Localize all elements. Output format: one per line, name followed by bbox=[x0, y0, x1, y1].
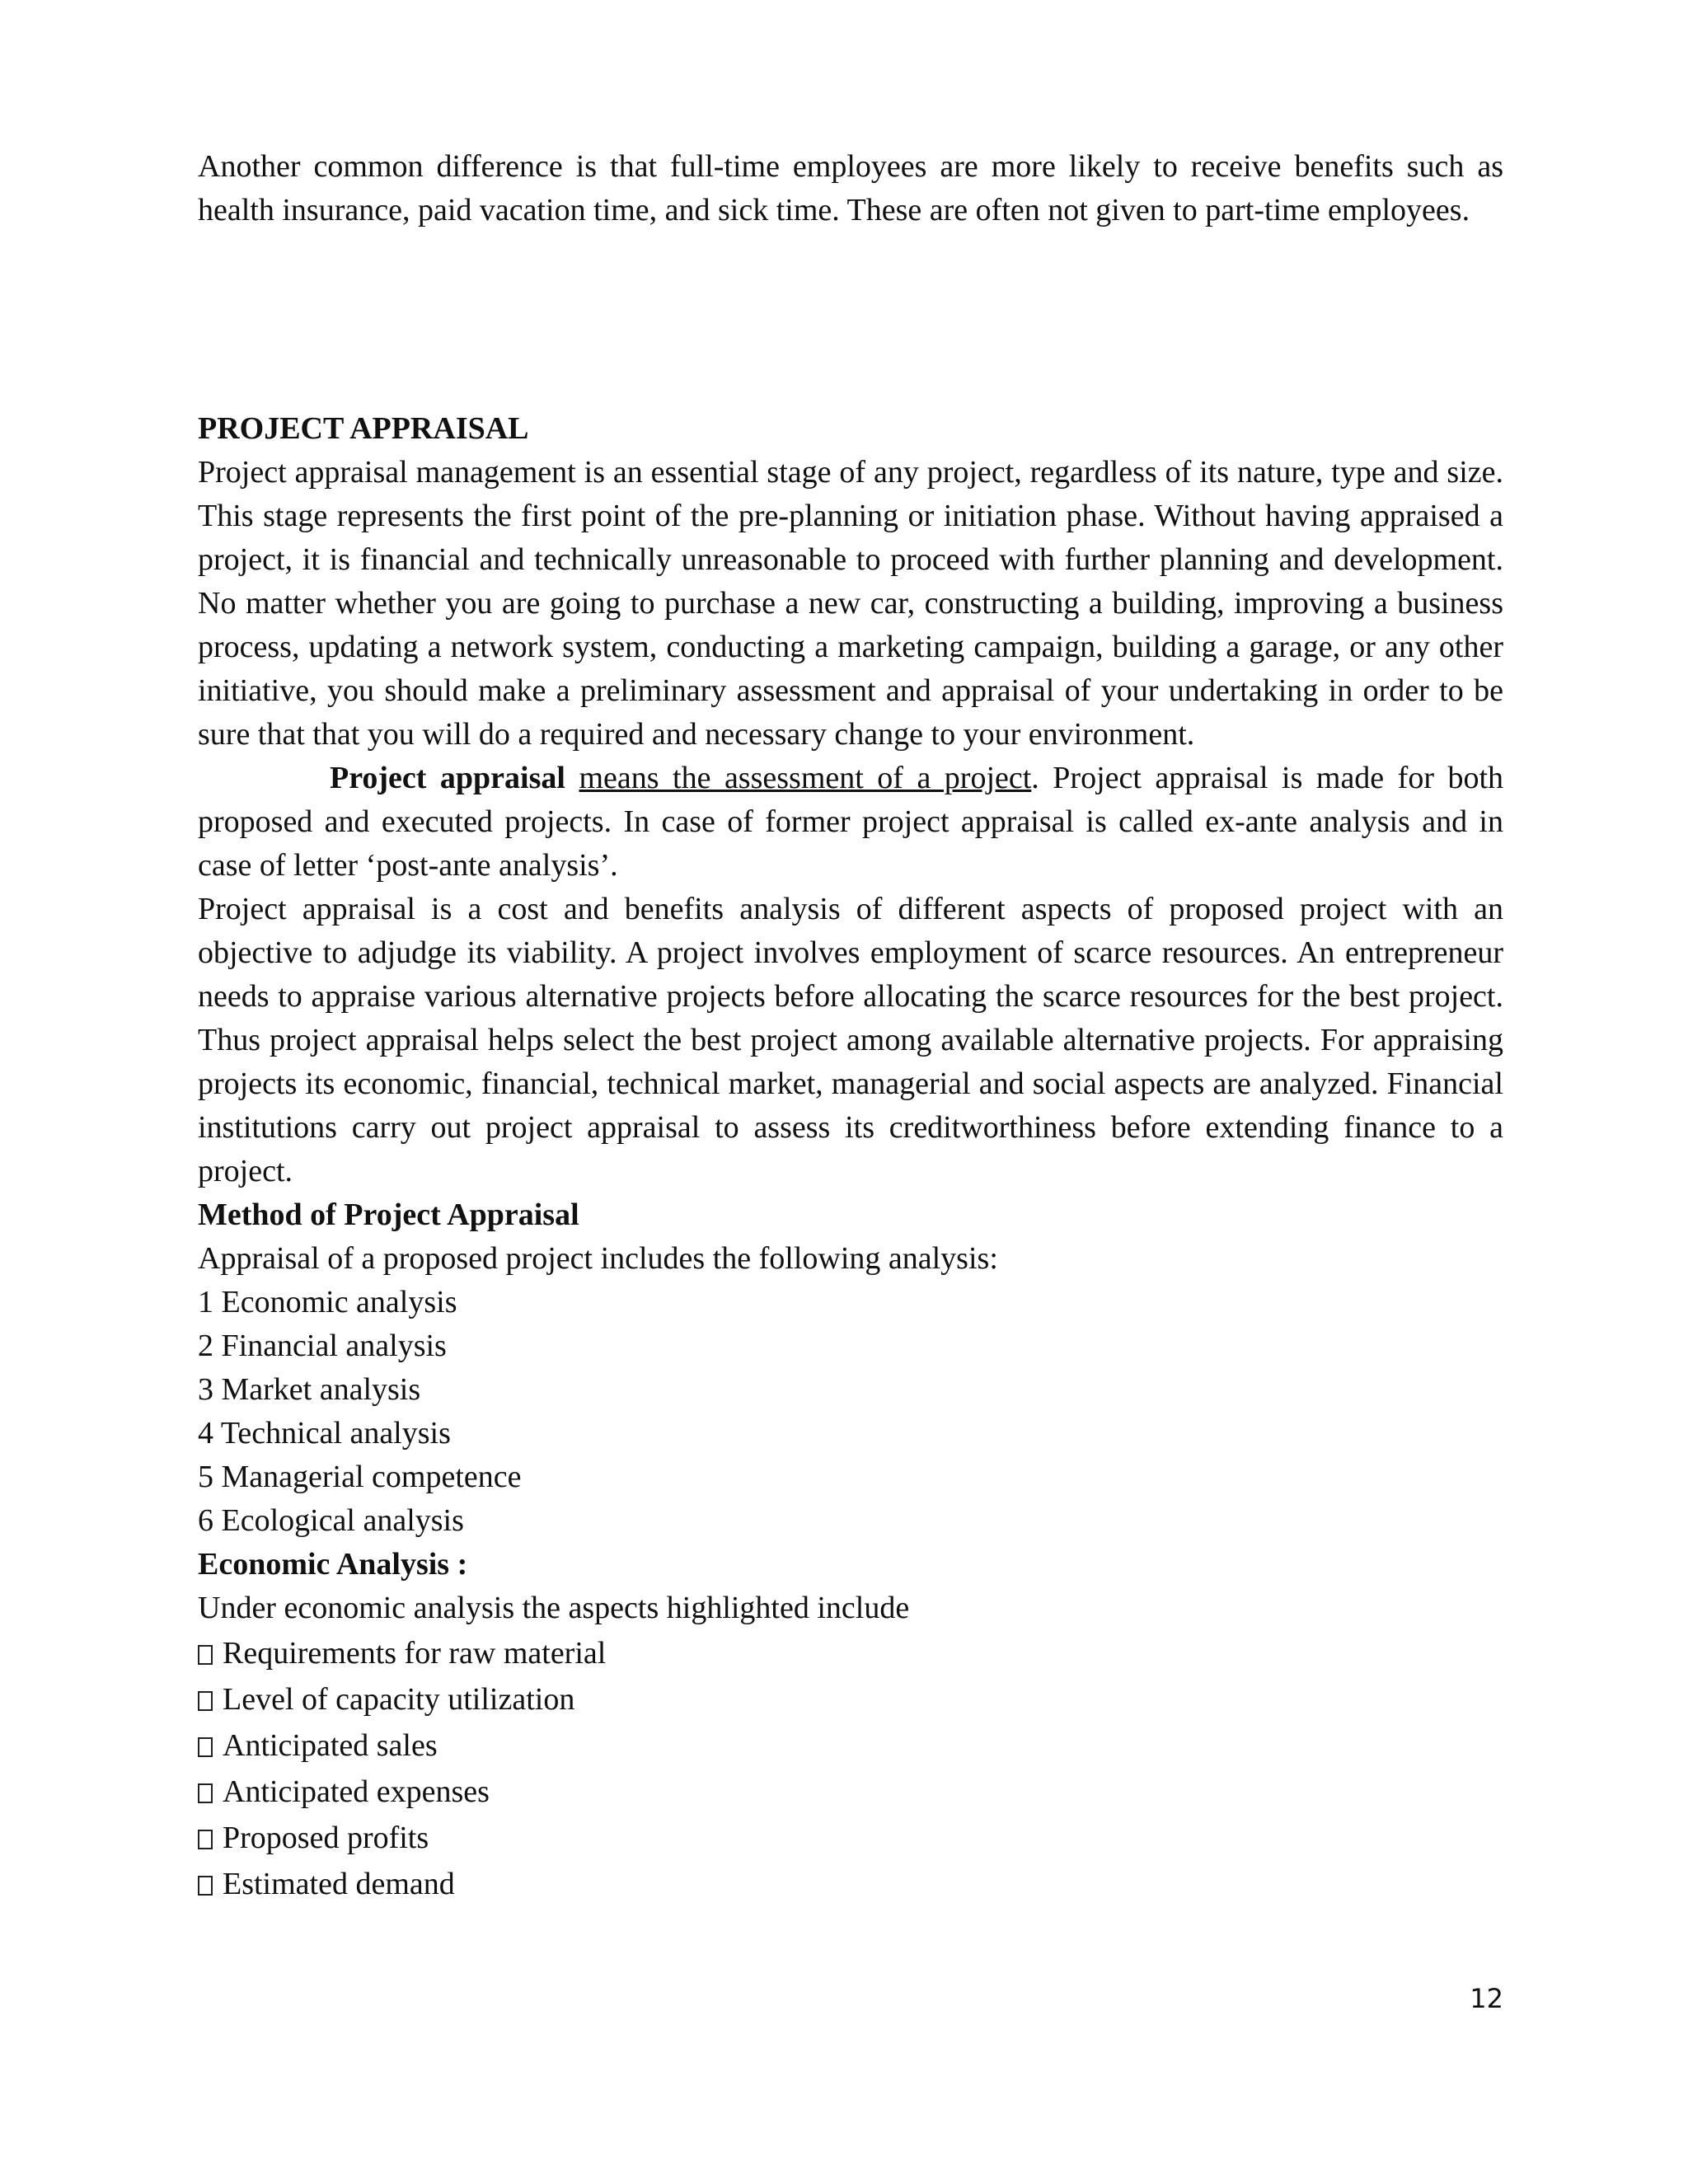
list-item bbox=[198, 1722, 1503, 1769]
missing-glyph-bullet-icon bbox=[198, 1737, 213, 1757]
list-item: 3 Market analysis bbox=[198, 1372, 421, 1407]
appraisal-paragraph-2-rest: . Project appraisal is made for both proposed and executed projects. In case of former project appraisal is called ex-ante analysis and in case of letter ‘post-ante analysis’. bbox=[198, 761, 1504, 883]
appraisal-paragraph-3: Project appraisal is a cost and benefits analysis of different aspects of proposed project with an objective to adjudge its viability. A project involves employment of scarce resources. An entrepreneur needs to appraise various alternative projects before allocating the scarce resources for the best project. Thus project appraisal helps select the best project among available alternative projects. For appraising projects its economic, financial, technical market, managerial and social aspects are analyzed. Financial institutions carry out project appraisal to assess its creditworthiness before extending finance to a project. bbox=[198, 892, 1503, 1188]
list-item bbox=[198, 1630, 1503, 1676]
appraisal-paragraph-2 bbox=[198, 757, 1503, 888]
list-item bbox=[198, 1861, 1503, 1907]
list-item: 6 Ecological analysis bbox=[198, 1503, 464, 1538]
missing-glyph-bullet-icon bbox=[198, 1691, 213, 1711]
missing-glyph-bullet-icon bbox=[198, 1876, 213, 1896]
economic-heading: Economic Analysis : bbox=[198, 1547, 468, 1582]
intro-paragraph: Another common difference is that full-time employees are more likely to receive benefits such as health insurance, paid vacation time, and sick time. These are often not given to part-time employees. bbox=[198, 149, 1503, 227]
list-item-text: Level of capacity utilization bbox=[223, 1682, 575, 1717]
appraisal-term: Project appraisal bbox=[330, 761, 565, 795]
appraisal-space bbox=[565, 761, 579, 795]
section-heading: PROJECT APPRAISAL bbox=[198, 411, 529, 446]
section-spacer bbox=[198, 232, 1503, 407]
missing-glyph-bullet-icon bbox=[198, 1830, 213, 1849]
list-item-text: Anticipated expenses bbox=[223, 1774, 490, 1809]
appraisal-definition: means the assessment of a project bbox=[579, 761, 1032, 795]
missing-glyph-bullet-icon bbox=[198, 1645, 213, 1665]
appraisal-paragraph-1: Project appraisal management is an essential stage of any project, regardless of its nature, type and size. This stage represents the first point of the pre-planning or initiation phase. Without having appraised a project, it is financial and technically unreasonable to proceed with further planning and development. No matter whether you are going to purchase a new car, constructing a building, improving a business process, updating a network system, conducting a marketing campaign, building a garage, or any other initiative, you should make a preliminary assessment and appraisal of your undertaking in order to be sure that that you will do a required and necessary change to your environment. bbox=[198, 455, 1503, 752]
page-number: 12 bbox=[1470, 1983, 1503, 2014]
list-item-text: Requirements for raw material bbox=[223, 1636, 607, 1671]
list-item-text: Anticipated sales bbox=[223, 1728, 438, 1763]
method-intro: Appraisal of a proposed project includes the following analysis: bbox=[198, 1241, 998, 1276]
list-item-text: Estimated demand bbox=[223, 1867, 455, 1901]
economic-list bbox=[198, 1630, 1503, 1907]
missing-glyph-bullet-icon bbox=[198, 1783, 213, 1803]
list-item: 1 Economic analysis bbox=[198, 1285, 457, 1319]
page-content bbox=[198, 145, 1503, 1907]
list-item: 5 Managerial competence bbox=[198, 1460, 522, 1494]
method-list bbox=[198, 1281, 1503, 1543]
list-item bbox=[198, 1815, 1503, 1861]
list-item bbox=[198, 1769, 1503, 1815]
list-item bbox=[198, 1676, 1503, 1722]
list-item-text: Proposed profits bbox=[223, 1821, 429, 1855]
list-item: 4 Technical analysis bbox=[198, 1416, 451, 1451]
list-item: 2 Financial analysis bbox=[198, 1329, 447, 1363]
economic-intro: Under economic analysis the aspects highlighted include bbox=[198, 1591, 910, 1625]
method-heading: Method of Project Appraisal bbox=[198, 1197, 579, 1232]
